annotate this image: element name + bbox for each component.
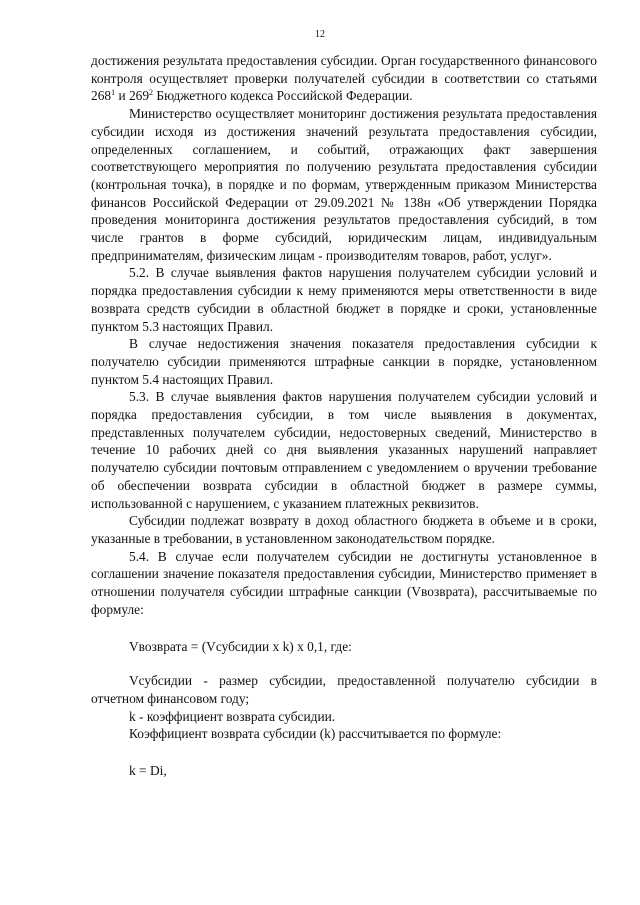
footnote-2: 2 <box>149 88 154 98</box>
paragraph-5-3: 5.3. В случае выявления фактов нарушения получателем субсидии условий и порядка предоставления субсидии, в том числе выявления в документах, представленных получателем субсидии, недостоверных сведений, Министерство в течение 10 рабочих дней со дня выявления указанных нарушений направляет получателю субсидии почтовым отправлением с уведомлением о вручении требование об обеспечении возврата субсидии в областной бюджет в размере суммы, использованной с нарушением, с указанием платежных реквизитов. <box>91 389 597 511</box>
paragraph-k-formula-intro: Коэффициент возврата субсидии (k) рассчитывается по формуле: <box>129 726 502 742</box>
paragraph-control <box>91 52 597 105</box>
footnote-1: 1 <box>111 88 116 98</box>
paragraph-monitoring: Министерство осуществляет мониторинг достижения результата предоставления субсидии исходя из достижения значений результата предоставления субсидии, определенных соглашением, и событий, отражающих факт завершения соответствующего мероприятия по получению результата предоставления субсидии (контрольная точка), в порядке и по формам, утвержденным приказом Министерства финансов Российской Федерации от 29.09.2021 № 138н «Об утверждении Порядка проведения мониторинга достижения результатов предоставления субсидий, в том числе грантов в форме субсидий, юридическим лицам, индивидуальным предпринимателям, физическим лицам - производителям товаров, работ, услуг». <box>91 106 597 263</box>
formula-k: k = Di, <box>129 763 167 779</box>
paragraph-5-2: 5.2. В случае выявления фактов нарушения получателем субсидии условий и порядка предоставления субсидии к нему применяются меры ответственности в виде возврата средств субсидии в областной бюджет в порядке и сроки, установленные пунктом 5.3 настоящих Правил. <box>91 265 597 334</box>
formula-refund: Vвозврата = (Vсубсидии x k) x 0,1, где: <box>129 638 352 654</box>
paragraph-return: Субсидии подлежат возврату в доход областного бюджета в объеме и в сроки, указанные в требовании, в установленном законодательством порядке. <box>91 513 597 546</box>
paragraph-control-end: Бюджетного кодекса Российской Федерации. <box>153 88 413 104</box>
paragraph-k-definition: k - коэффициент возврата субсидии. <box>129 708 336 724</box>
paragraph-subsidy-size: Vсубсидии - размер субсидии, предоставленной получателю субсидии в отчетном финансовом году; <box>91 673 597 706</box>
paragraph-penalties: В случае недостижения значения показателя предоставления субсидии к получателю субсидии применяются штрафные санкции в порядке, установленном пунктом 5.4 настоящих Правил. <box>91 336 597 387</box>
paragraph-control-text: достижения результата предоставления субсидии. Орган государственного финансового контроля осуществляет проверки получателей субсидии в соответствии со статьями 268 <box>91 53 597 104</box>
paragraph-5-4: 5.4. В случае если получателем субсидии не достигнуты установленное в соглашении значение показателя предоставления субсидии, Министерство применяет в отношении получателя субсидии штрафные санкции (Vвозврата), рассчитываемые по формуле: <box>91 548 597 617</box>
document-body <box>91 52 597 780</box>
paragraph-control-middle: и 269 <box>115 88 150 104</box>
page-number: 12 <box>315 29 325 40</box>
